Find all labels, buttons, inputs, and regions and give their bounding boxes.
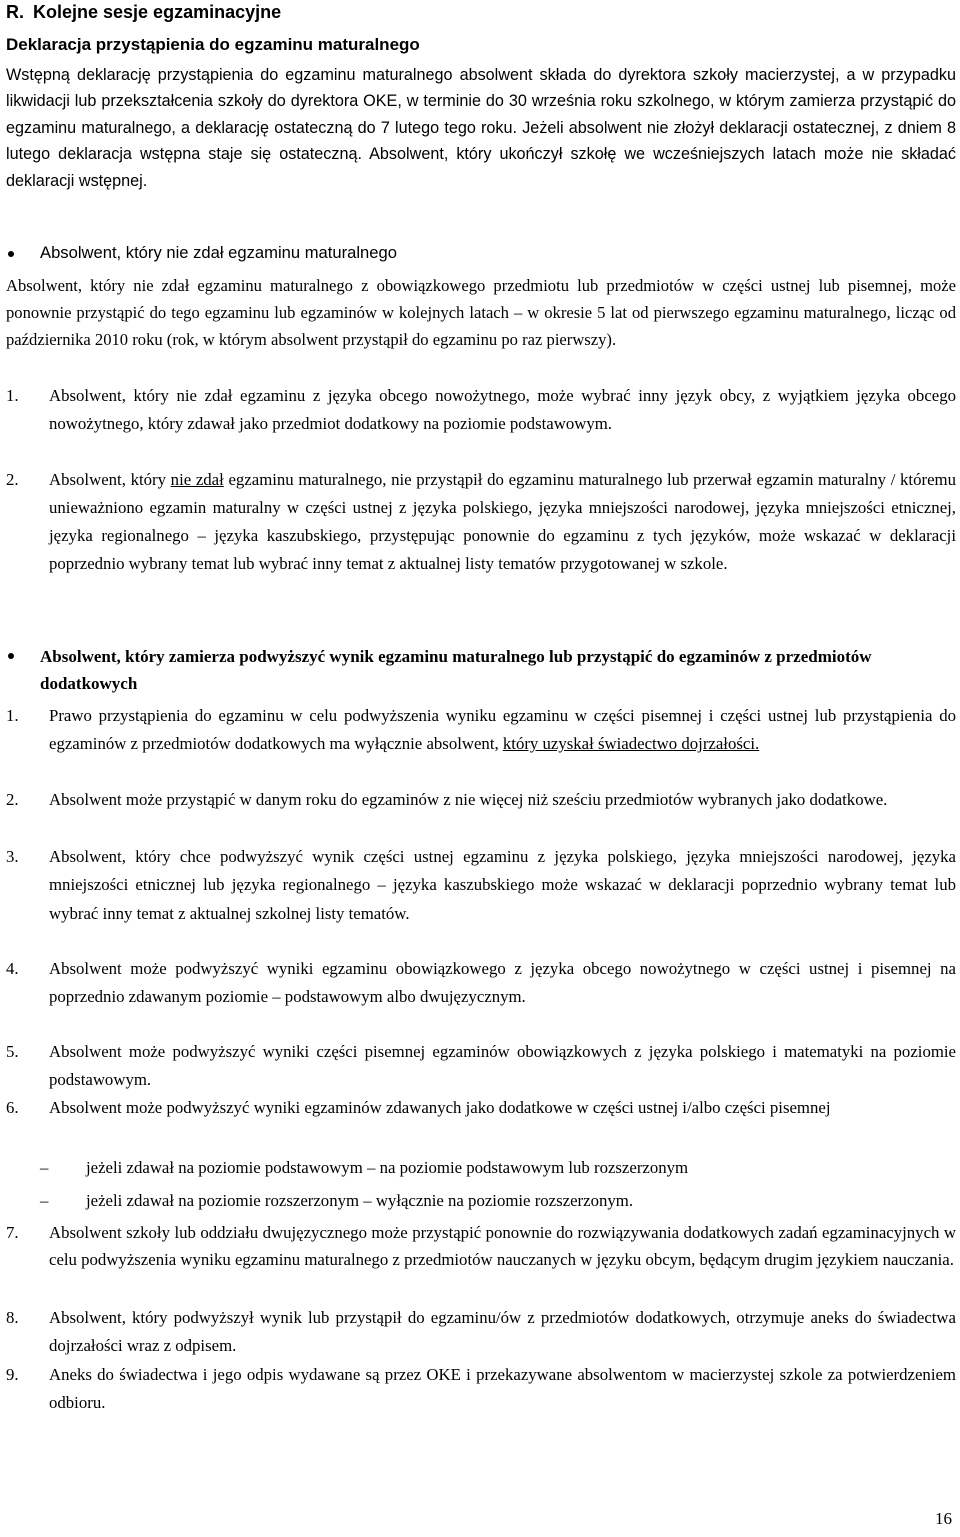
list-item: Absolwent może podwyższyć wyniki części pisemnej egzaminów obowiązkowych z języka polskiego i matematyki na poziomie podstawowym.: [49, 1042, 956, 1090]
list-number: 6.: [6, 1098, 19, 1117]
underlined-text: który uzyskał świadectwo dojrzałości.: [502, 734, 760, 754]
list-number: 1.: [6, 706, 19, 725]
list-number: 8.: [6, 1308, 19, 1327]
list-item: [49, 466, 956, 578]
list-item: Absolwent, który chce podwyższyć wynik części ustnej egzaminu z języka polskiego, języka mniejszości narodowej, języka mniejszości etnicznej lub języka regionalnego – języka kaszubskiego może wskazać w deklaracji poprzednio wybrany temat lub wybrać inny temat z aktualnej szkolnej listy tematów.: [49, 847, 956, 923]
list-item-text: Prawo przystąpienia do egzaminu w celu podwyższenia wyniku egzaminu w części pisemnej i części ustnej lub przystąpienia do egzaminów z przedmiotów dodatkowych ma wyłącznie absolwent,: [49, 706, 956, 754]
improve-heading: Absolwent, który zamierza podwyższyć wynik egzaminu maturalnego lub przystąpić do egzaminów z przedmiotów dodatkowych: [40, 647, 872, 693]
list-item: Absolwent może podwyższyć wyniki egzaminów zdawanych jako dodatkowe w części ustnej i/albo części pisemnej: [49, 1098, 831, 1117]
underlined-text: nie zdał: [170, 470, 224, 489]
list-item: Absolwent może przystąpić w danym roku do egzaminów z nie więcej niż sześciu przedmiotów wybranych jako dodatkowe.: [49, 790, 888, 809]
declaration-heading: Deklaracja przystąpienia do egzaminu maturalnego: [6, 35, 420, 54]
declaration-paragraph: [6, 62, 956, 194]
list-item: [49, 702, 956, 759]
list-number: 5.: [6, 1042, 19, 1061]
list-item-text: egzaminu maturalnego, nie przystąpił do egzaminu maturalnego lub przerwał egzamin maturalny / któremu unieważniono egzamin maturalny w części ustnej z języka polskiego, języka mniejszości narodowej, języka mniejszości etnicznej, języka regionalnego – języka kaszubskiego, przystępując ponownie do egzaminu z tych języków, może wskazać w deklaracji poprzednio wybrany temat lub wybrać inny temat z aktualnej listy tematów przygotowanej w szkole.: [49, 470, 956, 573]
list-item: Absolwent szkoły lub oddziału dwujęzycznego może przystąpić ponownie do rozwiązywania dodatkowych zadań egzaminacyjnych w celu podwyższenia wyniku egzaminu maturalnego z przedmiotów nauczanych w języku obcym, będącym drugim językiem nauczania.: [49, 1223, 956, 1270]
list-item-text: Absolwent, który: [49, 470, 171, 489]
list-number: 4.: [6, 959, 19, 978]
page-number: 16: [935, 1509, 952, 1528]
declaration-text-2: Jeżeli absolwent nie złożył deklaracji ostatecznej, z dniem 8 lutego deklaracja wstępna staje się ostateczną.: [6, 118, 956, 164]
list-item: Aneks do świadectwa i jego odpis wydawane są przez OKE i przekazywane absolwentom w macierzystej szkole za potwierdzeniem odbioru.: [49, 1365, 956, 1413]
declaration-text-3: Absolwent, który ukończył szkołę we wcześniejszych latach może nie składać deklaracji wstępnej.: [6, 145, 957, 190]
list-number: 1.: [6, 386, 19, 405]
list-number: 2.: [6, 470, 19, 489]
dash-marker: –: [40, 1191, 49, 1210]
list-item: Absolwent, który podwyższył wynik lub przystąpił do egzaminu/ów z przedmiotów dodatkowych, otrzymuje aneks do świadectwa dojrzałości wraz z odpisem.: [49, 1308, 956, 1356]
failed-intro: Absolwent, który nie zdał egzaminu maturalnego z obowiązkowego przedmiotu lub przedmiotów w części ustnej lub pisemnej, może ponownie przystąpić do tego egzaminu lub egzaminów w kolejnych latach – w okresie 5 lat od pierwszego egzaminu maturalnego, licząc od października 2010 roku (rok, w którym absolwent przystąpił do egzaminu po raz pierwszy).: [6, 276, 956, 349]
sub-list-item: jeżeli zdawał na poziomie rozszerzonym – wyłącznie na poziomie rozszerzonym.: [86, 1191, 634, 1210]
list-item: Absolwent może podwyższyć wyniki egzaminu obowiązkowego z języka obcego nowożytnego w części ustnej i pisemnej na poprzednio zdawanym poziomie – podstawowym albo dwujęzycznym.: [49, 959, 956, 1007]
list-number: 9.: [6, 1365, 19, 1384]
section-title: Kolejne sesje egzaminacyjne: [33, 2, 282, 22]
list-number: 2.: [6, 790, 19, 809]
declaration-text-1: Wstępną deklarację przystąpienia do egzaminu maturalnego absolwent składa do dyrektora szkoły macierzystej, a w przypadku likwidacji lub przekształcenia szkoły do dyrektora OKE, w terminie do 30 września roku szkolnego, w którym zamierza przystąpić do egzaminu maturalnego, a deklarację ostateczną do 7 lutego tego roku.: [6, 66, 956, 137]
list-item: Absolwent, który nie zdał egzaminu z języka obcego nowożytnego, może wybrać inny język obcy, z wyjątkiem języka obcego nowożytnego, który zdawał jako przedmiot dodatkowy na poziomie podstawowym.: [49, 386, 956, 433]
section-letter: R.: [6, 2, 24, 22]
list-number: 3.: [6, 847, 19, 866]
bullet-icon: [8, 251, 18, 261]
dash-marker: –: [40, 1158, 49, 1177]
failed-heading: Absolwent, który nie zdał egzaminu maturalnego: [40, 243, 397, 262]
sub-list-item: jeżeli zdawał na poziomie podstawowym – na poziomie podstawowym lub rozszerzonym: [86, 1158, 689, 1177]
bullet-icon: [8, 653, 18, 663]
list-number: 7.: [6, 1223, 19, 1242]
